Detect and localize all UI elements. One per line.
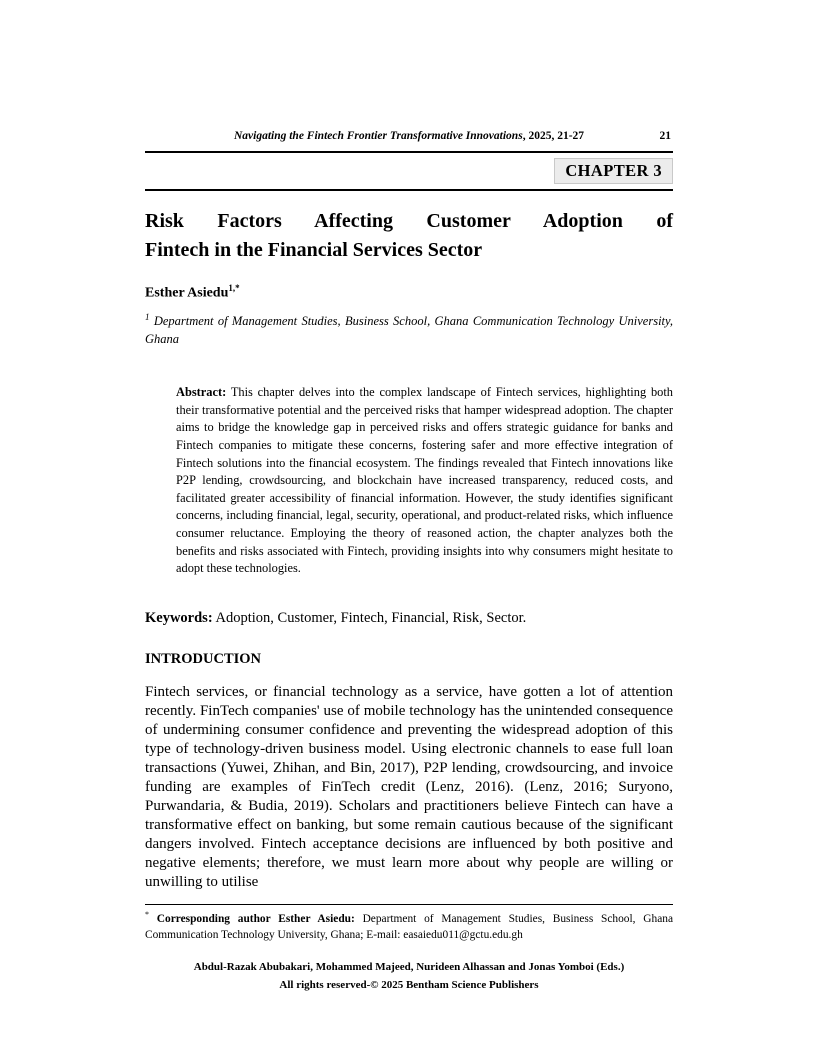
footer-editors-line: Abdul-Razak Abubakari, Mohammed Majeed, Nurideen Alhassan and Jonas Yomboi (Eds.)	[193, 961, 625, 974]
issue-info: , 2025, 21-27	[522, 130, 585, 142]
chapter-title	[145, 207, 673, 265]
abstract-text: This chapter delves into the complex landscape of Fintech services, highlighting both their transformative potential and the perceived risks that hamper widespread adoption. The chapter aims to bridge the knowledge gap in perceived risks and offers strategic guidance for banks and Fintech companies to mitigate these concerns, fostering safer and more effective integration of Fintech solutions into the financial ecosystem. The findings revealed that Fintech innovations like P2P lending, crowdsourcing, and blockchain have increased transparency, reduced costs, and facilitated greater accessibility of financial information. However, the study identifies significant concerns, including financial, legal, security, operational, and product-related risks, which influence consumer reluctance. Employing the theory of reasoned action, the chapter analyzes both the benefits and risks associated with Fintech, providing insights into why consumers might hesitate to adopt these technologies.	[176, 385, 673, 576]
introduction-paragraph: Fintech services, or financial technology as a service, have gotten a lot of attention recently. FinTech companies' use of mobile technology has the unintended consequence of undermining consumer confidence and preventing the widespread adoption of this type of technology-driven business model. Using electronic channels to ease full loan transactions (Yuwei, Zhihan, and Bin, 2017), P2P lending, crowdsourcing, and invoice funding are examples of FinTech credit (Lenz, 2016). (Lenz, 2016; Suryono, Purwandaria, & Budia, 2019). Scholars and practitioners believe Fintech can have a transformative effect on banking, but some remain cautious because of the significant dangers involved. Fintech acceptance decisions are influenced by both positive and negative elements; therefore, we must learn more about why people are willing or unwilling to utilise	[145, 683, 673, 891]
section-heading-introduction: INTRODUCTION	[145, 650, 262, 667]
header-rule-top	[145, 151, 673, 153]
corresponding-author-footnote	[145, 909, 673, 943]
footnote-text: Department of Management Studies, Business School, Ghana Communication Technology University, Ghana; E-mail: easaiedu011@gctu.edu.gh	[145, 913, 674, 942]
affiliation	[145, 311, 673, 348]
footnote-marker: *	[145, 910, 149, 920]
author-name	[145, 283, 673, 302]
running-head	[145, 130, 673, 145]
page-footer	[145, 959, 673, 993]
abstract-label: Abstract:	[176, 385, 227, 400]
author-name-text: Esther Asiedu	[145, 285, 229, 301]
footnote-bold-text: Corresponding author Esther Asiedu:	[156, 913, 355, 926]
keywords-line	[145, 610, 673, 627]
footer-copyright-line: All rights reserved-© 2025 Bentham Science Publishers	[279, 978, 539, 991]
affiliation-marker: 1	[145, 311, 150, 322]
footnote-separator-rule	[145, 904, 673, 905]
author-affiliation-marker: 1,*	[228, 283, 240, 293]
header-rule-bottom	[145, 189, 673, 191]
abstract-block	[176, 384, 673, 578]
book-title: Navigating the Fintech Frontier Transformative Innovations	[233, 130, 523, 142]
keywords-text: Adoption, Customer, Fintech, Financial, Risk, Sector.	[215, 609, 527, 626]
chapter-label: CHAPTER 3	[554, 158, 673, 184]
chapter-title-line2: Fintech in the Financial Services Sector	[145, 239, 483, 261]
page-content	[145, 130, 673, 994]
running-head-text	[145, 130, 673, 142]
keywords-label: Keywords:	[145, 609, 213, 626]
page-number: 21	[659, 130, 671, 142]
affiliation-text: Department of Management Studies, Business School, Ghana Communication Technology University, Ghana	[145, 313, 673, 346]
chapter-title-line1: Risk Factors Affecting Customer Adoption of	[145, 210, 673, 232]
chapter-row	[145, 158, 673, 184]
